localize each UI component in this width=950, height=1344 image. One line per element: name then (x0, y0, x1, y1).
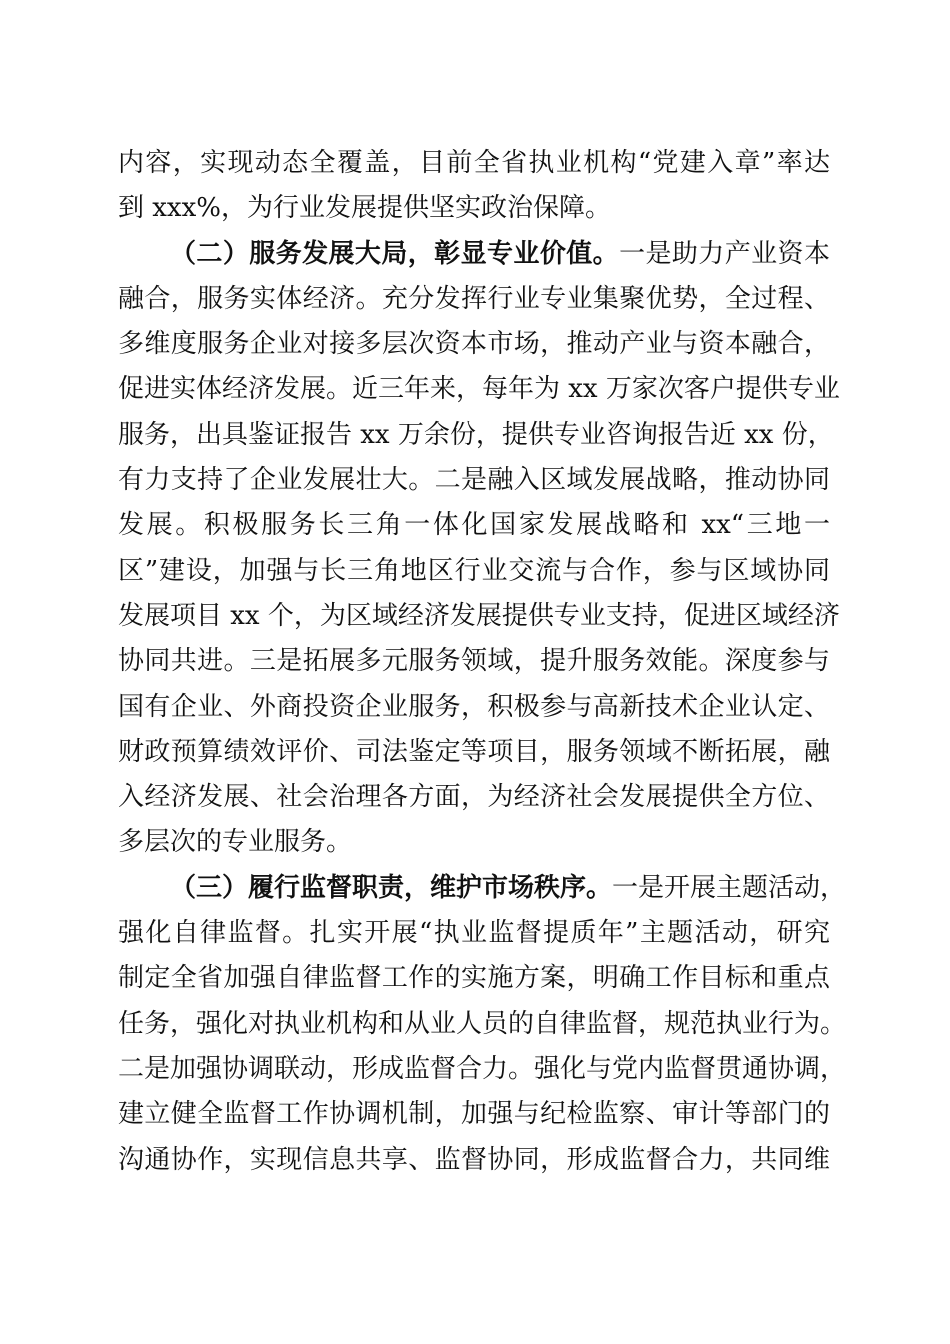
body-line: 入经济发展、社会治理各方面，为经济社会发展提供全方位、 (118, 782, 830, 813)
body-text: 一是助力产业资本 (619, 238, 830, 269)
section-heading: （二）服务发展大局，彰显专业价值。 (170, 238, 620, 269)
body-line: 有力支持了企业发展壮大。二是融入区域发展战略，推动协同 (118, 465, 830, 496)
body-text: 一是开展主题活动， (612, 872, 847, 903)
document-body (118, 141, 847, 1183)
body-line: 促进实体经济发展。近三年来，每年为 xx 万家次客户提供专业 (118, 374, 840, 405)
body-line: 沟通协作，实现信息共享、监督协同，形成监督合力，共同维 (118, 1144, 830, 1175)
body-line: 建立健全监督工作协调机制，加强与纪检监察、审计等部门的 (118, 1099, 830, 1130)
body-line: 多维度服务企业对接多层次资本市场，推动产业与资本融合， (118, 329, 830, 360)
body-line: 制定全省加强自律监督工作的实施方案，明确工作目标和重点 (118, 963, 830, 994)
body-line: 多层次的专业服务。 (118, 827, 353, 858)
body-line: 到 xxx%，为行业发展提供坚实政治保障。 (118, 193, 611, 224)
body-line: 区”建设，加强与长三角地区行业交流与合作，参与区域协同 (118, 555, 830, 586)
body-line: 协同共进。三是拓展多元服务领域，提升服务效能。深度参与 (118, 646, 830, 677)
section-heading-line (118, 866, 847, 911)
body-line: 任务，强化对执业机构和从业人员的自律监督，规范执业行为。 (118, 1008, 847, 1039)
body-line: 二是加强协调联动，形成监督合力。强化与党内监督贯通协调， (118, 1053, 847, 1084)
body-line: 发展项目 xx 个，为区域经济发展提供专业支持，促进区域经济 (118, 600, 840, 631)
body-line: 发展。积极服务长三角一体化国家发展战略和 xx“三地一 (118, 510, 830, 541)
body-line: 财政预算绩效评价、司法鉴定等项目，服务领域不断拓展，融 (118, 736, 830, 767)
body-line: 融合，服务实体经济。充分发挥行业专业集聚优势，全过程、 (118, 283, 830, 314)
section-heading: （三）履行监督职责，维护市场秩序。 (170, 872, 613, 903)
body-line: 内容，实现动态全覆盖，目前全省执业机构“党建入章”率达 (118, 148, 830, 178)
body-line: 服务，出具鉴证报告 xx 万余份，提供专业咨询报告近 xx 份， (118, 419, 834, 450)
section-heading-line (118, 232, 830, 277)
body-line: 国有企业、外商投资企业服务，积极参与高新技术企业认定、 (118, 691, 830, 722)
body-line: 强化自律监督。扎实开展“执业监督提质年”主题活动，研究 (118, 918, 830, 949)
